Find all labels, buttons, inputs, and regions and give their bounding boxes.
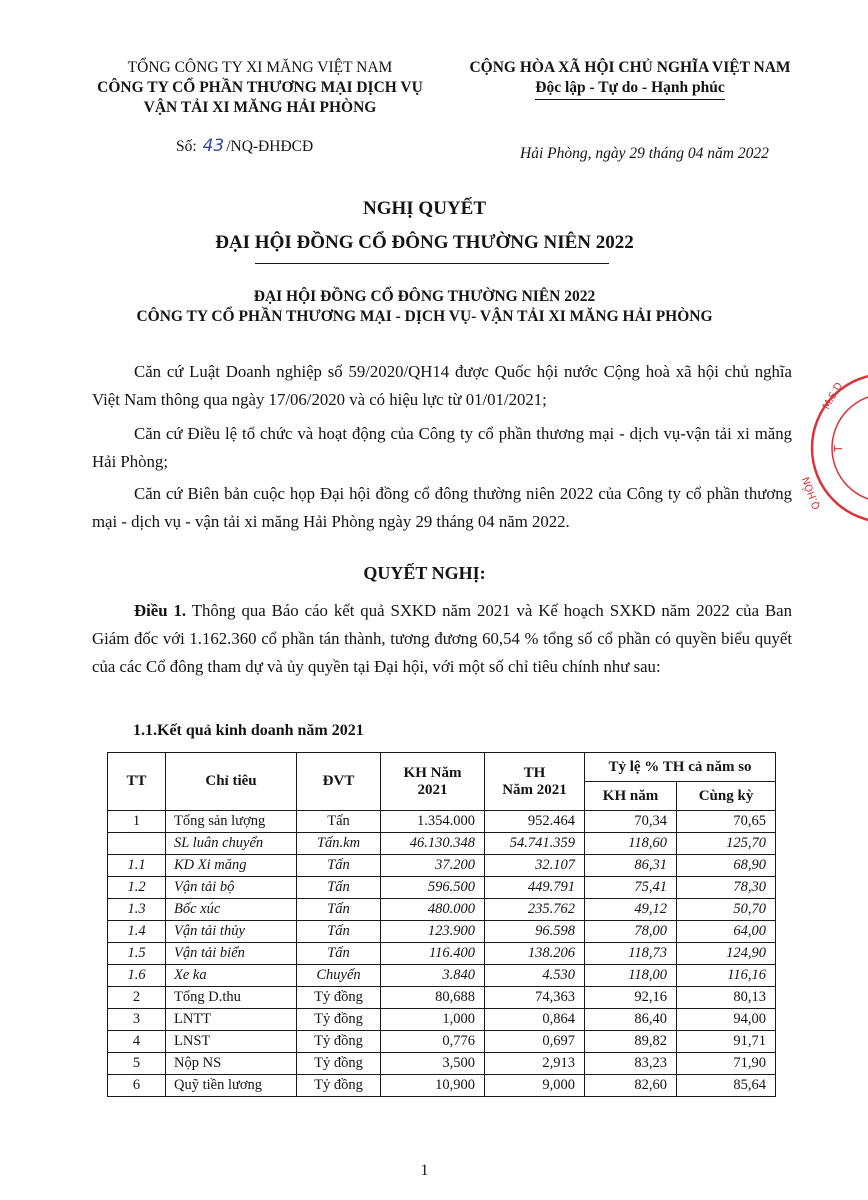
row-actual: 54.741.359	[485, 833, 585, 855]
row-actual: 9,000	[485, 1075, 585, 1097]
row-indicator: Tổng D.thu	[166, 987, 297, 1009]
row-tt: 6	[108, 1075, 166, 1097]
document-number	[176, 136, 313, 156]
number-suffix: /NQ-ĐHĐCĐ	[226, 138, 314, 155]
header-actual-line1: TH	[523, 764, 546, 781]
row-plan: 3.840	[381, 965, 485, 987]
seal-text-bottom: Q.HỒN	[800, 475, 823, 511]
row-actual: 4.530	[485, 965, 585, 987]
number-prefix: Số:	[176, 138, 197, 155]
row-plan: 116.400	[381, 943, 485, 965]
company-name-line2: VẬN TẢI XI MĂNG HẢI PHÒNG	[143, 99, 377, 116]
row-plan: 10,900	[381, 1075, 485, 1097]
row-tt: 1.2	[108, 877, 166, 899]
row-vs-prev: 125,70	[677, 833, 776, 855]
table-row	[108, 965, 776, 987]
row-vs-plan: 49,12	[585, 899, 677, 921]
header-indicator: Chỉ tiêu	[166, 753, 297, 811]
header-plan	[381, 753, 485, 811]
legal-basis-1	[92, 358, 792, 414]
row-tt: 1.5	[108, 943, 166, 965]
row-plan: 37.200	[381, 855, 485, 877]
table-row	[108, 833, 776, 855]
legal-basis-2-text: Căn cứ Điều lệ tổ chức và hoạt động của Công ty cổ phần thương mại - dịch vụ-vận tải xi măng Hải Phòng;	[92, 424, 792, 471]
table-row	[108, 899, 776, 921]
legal-basis-2	[92, 420, 792, 476]
row-tt: 1.1	[108, 855, 166, 877]
national-header	[440, 58, 820, 100]
article-1-text: Thông qua Báo cáo kết quả SXKD năm 2021 và Kế hoạch SXKD năm 2022 của Ban Giám đốc với 1.162.360 cổ phần tán thành, tương đương 60,54 % tổng số cổ phần có quyền biểu quyết của các Cổ đông tham dự và ủy quyền tại Đại hội, với một số chỉ tiêu chính như sau:	[92, 601, 792, 676]
business-results-table	[107, 752, 776, 1097]
row-vs-prev: 68,90	[677, 855, 776, 877]
header-actual	[485, 753, 585, 811]
row-indicator: Bốc xúc	[166, 899, 297, 921]
row-indicator: LNTT	[166, 1009, 297, 1031]
seal-text-mid: T	[832, 445, 845, 452]
handwritten-number: 43	[202, 136, 225, 156]
row-actual: 32.107	[485, 855, 585, 877]
header-ratio: Tỷ lệ % TH cả năm so	[585, 753, 776, 782]
table-row	[108, 1075, 776, 1097]
row-unit: Tấn	[297, 921, 381, 943]
row-tt: 1.6	[108, 965, 166, 987]
row-plan: 1,000	[381, 1009, 485, 1031]
section-heading: 1.1.Kết quả kinh doanh năm 2021	[133, 722, 364, 739]
table-row	[108, 1009, 776, 1031]
table-row	[108, 921, 776, 943]
table-row	[108, 811, 776, 833]
table-body	[108, 811, 776, 1097]
organization-header	[60, 58, 460, 118]
row-tt: 3	[108, 1009, 166, 1031]
row-actual: 235.762	[485, 899, 585, 921]
issuer-line2: CÔNG TY CỔ PHẦN THƯƠNG MẠI - DỊCH VỤ- VẬN TẢI XI MĂNG HẢI PHÒNG	[136, 308, 713, 325]
row-unit: Tỷ đồng	[297, 1031, 381, 1053]
header-ratio-same: Cùng kỳ	[677, 782, 776, 811]
row-vs-plan: 70,34	[585, 811, 677, 833]
row-actual: 2,913	[485, 1053, 585, 1075]
row-tt: 1	[108, 811, 166, 833]
row-vs-prev: 94,00	[677, 1009, 776, 1031]
document-subtitle: ĐẠI HỘI ĐỒNG CỔ ĐÔNG THƯỜNG NIÊN 2022	[215, 232, 634, 253]
place-and-date: Hải Phòng, ngày 29 tháng 04 năm 2022	[520, 145, 769, 162]
row-vs-prev: 80,13	[677, 987, 776, 1009]
row-unit: Tấn.km	[297, 833, 381, 855]
row-actual: 449.791	[485, 877, 585, 899]
row-vs-prev: 78,30	[677, 877, 776, 899]
header-plan-line1: KH Năm	[403, 764, 462, 781]
row-vs-plan: 75,41	[585, 877, 677, 899]
row-vs-prev: 50,70	[677, 899, 776, 921]
row-indicator: Vận tải bộ	[166, 877, 297, 899]
row-plan: 46.130.348	[381, 833, 485, 855]
row-vs-prev: 85,64	[677, 1075, 776, 1097]
row-indicator: Tổng sản lượng	[166, 811, 297, 833]
header-plan-line2: 2021	[417, 781, 448, 798]
title-underline	[255, 263, 609, 264]
row-vs-plan: 118,60	[585, 833, 677, 855]
row-indicator: SL luân chuyển	[166, 833, 297, 855]
table-row	[108, 1053, 776, 1075]
row-vs-plan: 86,40	[585, 1009, 677, 1031]
row-unit: Tỷ đồng	[297, 1009, 381, 1031]
header-actual-line2: Năm 2021	[502, 781, 567, 798]
row-vs-plan: 82,60	[585, 1075, 677, 1097]
row-unit: Tấn	[297, 811, 381, 833]
row-unit: Chuyến	[297, 965, 381, 987]
row-indicator: Xe ka	[166, 965, 297, 987]
company-name-line1: CÔNG TY CỔ PHẦN THƯƠNG MẠI DỊCH VỤ	[97, 79, 423, 96]
row-vs-plan: 89,82	[585, 1031, 677, 1053]
row-plan: 3,500	[381, 1053, 485, 1075]
row-unit: Tấn	[297, 877, 381, 899]
row-vs-plan: 78,00	[585, 921, 677, 943]
row-unit: Tấn	[297, 899, 381, 921]
row-plan: 80,688	[381, 987, 485, 1009]
row-vs-prev: 71,90	[677, 1053, 776, 1075]
row-vs-plan: 86,31	[585, 855, 677, 877]
table-row	[108, 1031, 776, 1053]
row-unit: Tỷ đồng	[297, 987, 381, 1009]
page-number: 1	[420, 1162, 429, 1179]
row-actual: 74,363	[485, 987, 585, 1009]
company-seal	[800, 368, 868, 528]
legal-basis-3-text: Căn cứ Biên bản cuộc họp Đại hội đồng cổ đông thường niên 2022 của Công ty cổ phần thương mại - dịch vụ - vận tải xi măng Hải Phòng ngày 29 tháng 04 năm 2022.	[92, 484, 792, 531]
row-vs-plan: 118,00	[585, 965, 677, 987]
row-actual: 138.206	[485, 943, 585, 965]
row-unit: Tỷ đồng	[297, 1053, 381, 1075]
legal-basis-3	[92, 480, 792, 536]
row-vs-plan: 92,16	[585, 987, 677, 1009]
row-vs-prev: 70,65	[677, 811, 776, 833]
row-indicator: LNST	[166, 1031, 297, 1053]
national-motto: Độc lập - Tự do - Hạnh phúc	[535, 78, 724, 100]
article-1	[92, 597, 792, 681]
row-tt: 1.3	[108, 899, 166, 921]
row-vs-prev: 116,16	[677, 965, 776, 987]
table-row	[108, 855, 776, 877]
row-vs-prev: 124,90	[677, 943, 776, 965]
header-unit: ĐVT	[297, 753, 381, 811]
legal-basis-1-text: Căn cứ Luật Doanh nghiệp số 59/2020/QH14 được Quốc hội nước Cộng hoà xã hội chủ nghĩa Việt Nam thông qua ngày 17/06/2020 và có hiệu lực từ 01/01/2021;	[92, 362, 792, 409]
row-plan: 480.000	[381, 899, 485, 921]
row-plan: 596.500	[381, 877, 485, 899]
row-unit: Tỷ đồng	[297, 1075, 381, 1097]
row-plan: 1.354.000	[381, 811, 485, 833]
issuer-line1: ĐẠI HỘI ĐỒNG CỔ ĐÔNG THƯỜNG NIÊN 2022	[253, 288, 596, 305]
row-tt	[108, 833, 166, 855]
country-name: CỘNG HÒA XÃ HỘI CHỦ NGHĨA VIỆT NAM	[469, 59, 791, 76]
document-title: NGHỊ QUYẾT	[363, 198, 486, 219]
resolution-heading: QUYẾT NGHỊ:	[363, 563, 486, 583]
row-actual: 0,697	[485, 1031, 585, 1053]
table-row	[108, 987, 776, 1009]
seal-text-top: M.S.D	[821, 380, 846, 412]
header-ratio-plan: KH năm	[585, 782, 677, 811]
table-row	[108, 877, 776, 899]
parent-organization: TỔNG CÔNG TY XI MĂNG VIỆT NAM	[127, 59, 393, 76]
row-plan: 123.900	[381, 921, 485, 943]
row-vs-plan: 118,73	[585, 943, 677, 965]
header-tt: TT	[108, 753, 166, 811]
row-tt: 5	[108, 1053, 166, 1075]
row-indicator: Vận tải biển	[166, 943, 297, 965]
row-unit: Tấn	[297, 943, 381, 965]
row-tt: 2	[108, 987, 166, 1009]
row-tt: 4	[108, 1031, 166, 1053]
row-indicator: Vận tải thủy	[166, 921, 297, 943]
row-tt: 1.4	[108, 921, 166, 943]
row-plan: 0,776	[381, 1031, 485, 1053]
article-1-label: Điều 1.	[134, 601, 187, 620]
row-vs-plan: 83,23	[585, 1053, 677, 1075]
row-indicator: KD Xi măng	[166, 855, 297, 877]
row-actual: 0,864	[485, 1009, 585, 1031]
row-indicator: Nộp NS	[166, 1053, 297, 1075]
row-actual: 96.598	[485, 921, 585, 943]
row-unit: Tấn	[297, 855, 381, 877]
row-actual: 952.464	[485, 811, 585, 833]
table-row	[108, 943, 776, 965]
row-indicator: Quỹ tiền lương	[166, 1075, 297, 1097]
row-vs-prev: 64,00	[677, 921, 776, 943]
row-vs-prev: 91,71	[677, 1031, 776, 1053]
